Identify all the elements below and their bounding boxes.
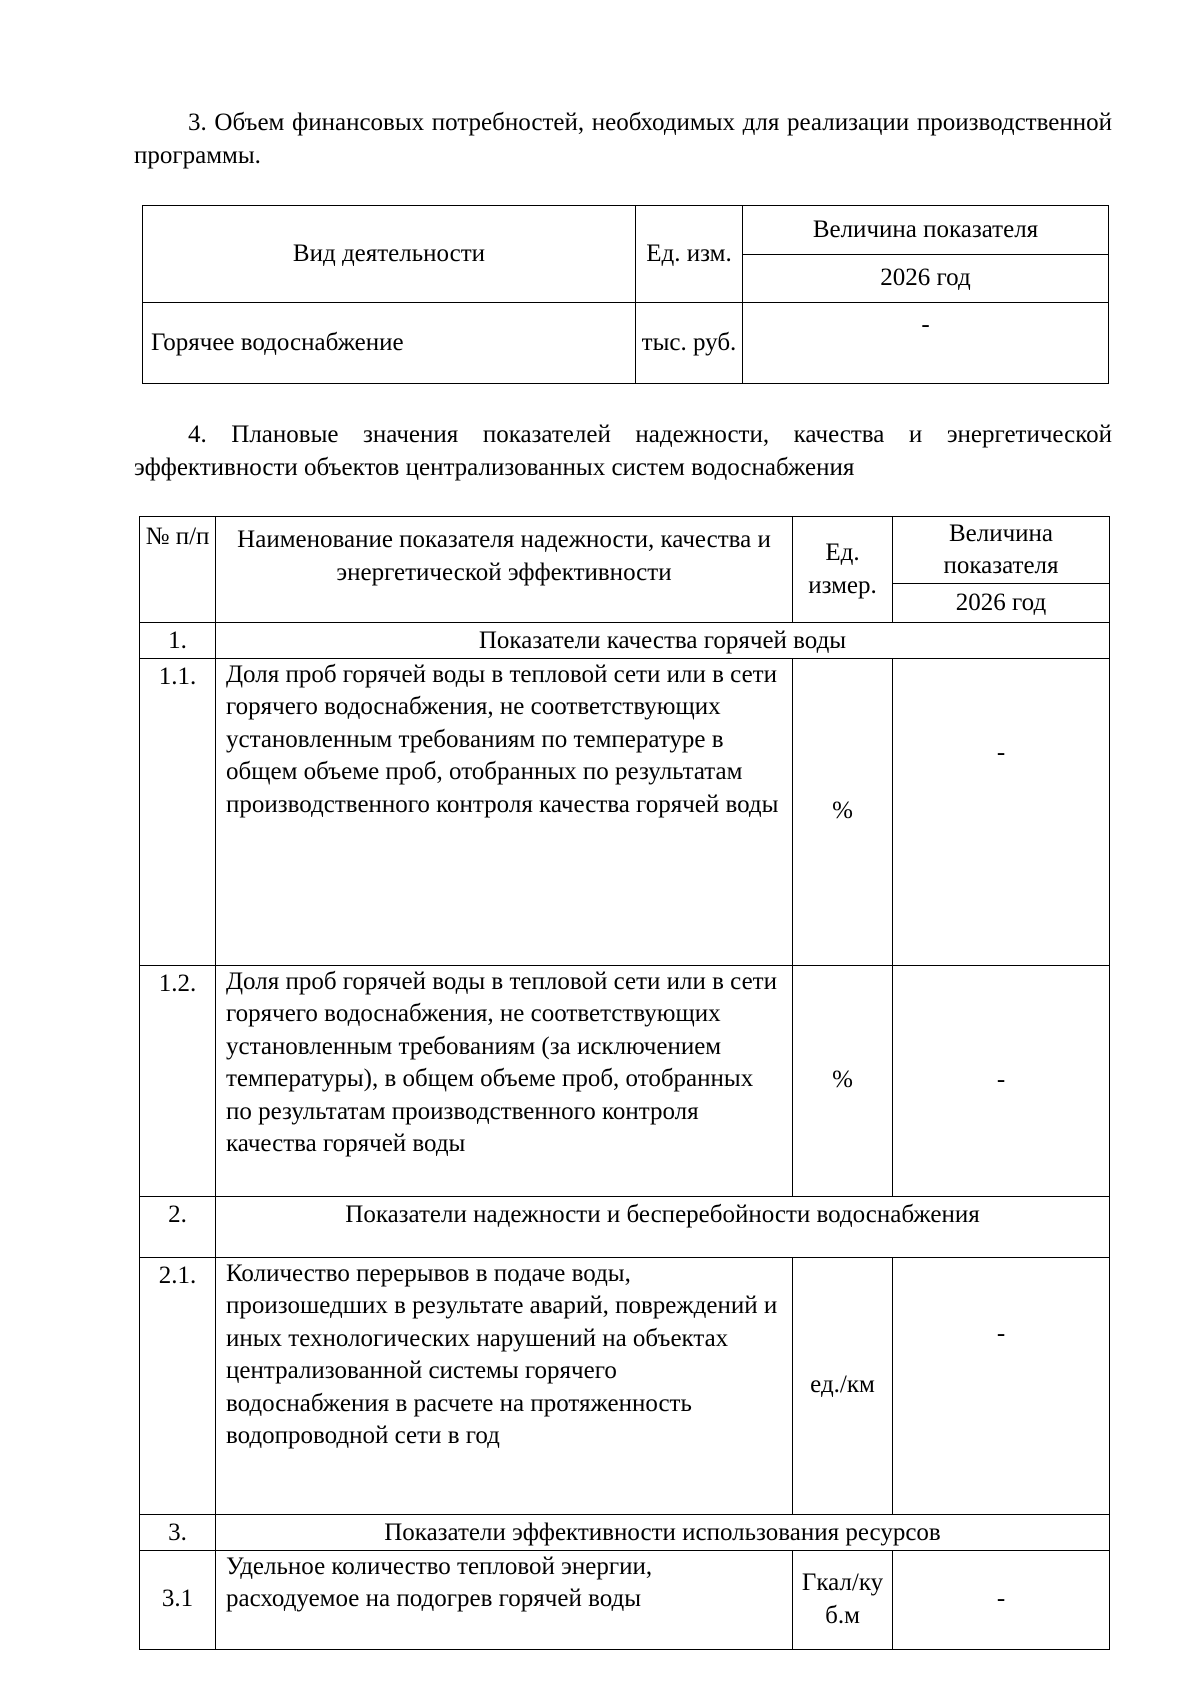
value-cell: - <box>893 1257 1110 1514</box>
value-cell: - <box>893 965 1110 1196</box>
indicator-name: Доля проб горячей воды в тепловой сети или в сети горячего водоснабжения, не соответствующих установленным требованиям (за исключением температуры), в общем объеме проб, отобранных по результатам производственного контроля качества горячей воды <box>216 965 793 1196</box>
unit-cell: % <box>793 658 893 965</box>
section-4-heading <box>134 419 1112 484</box>
value-cell: - <box>743 303 1109 384</box>
value-header: Величина показателя <box>743 206 1109 255</box>
table-row <box>140 658 1110 965</box>
section-number: 2. <box>140 1196 216 1257</box>
section-title: Показатели надежности и бесперебойности водоснабжения <box>216 1196 1110 1257</box>
activity-header: Вид деятельности <box>143 206 636 303</box>
unit-header: Ед. изм. <box>636 206 743 303</box>
activity-cell: Горячее водоснабжение <box>143 303 636 384</box>
unit-header: Ед. измер. <box>793 517 893 623</box>
financial-needs-table <box>142 205 1109 384</box>
section-title: Показатели эффективности использования ресурсов <box>216 1514 1110 1550</box>
indicator-name: Удельное количество тепловой энергии, расходуемое на подогрев горячей воды <box>216 1550 793 1649</box>
table-row <box>140 1550 1110 1649</box>
unit-cell: ед./км <box>793 1257 893 1514</box>
value-cell: - <box>893 1550 1110 1649</box>
section-row <box>140 1514 1110 1550</box>
value-cell: - <box>893 658 1110 965</box>
section-row <box>140 1196 1110 1257</box>
number-header: № п/п <box>140 517 216 623</box>
section-number: 1. <box>140 623 216 659</box>
table-row <box>140 965 1110 1196</box>
value-header: Величина показателя <box>893 517 1110 584</box>
section-row <box>140 623 1110 659</box>
unit-cell: % <box>793 965 893 1196</box>
indicator-name: Доля проб горячей воды в тепловой сети или в сети горячего водоснабжения, не соответствующих установленным требованиям по температуре в общем объеме проб, отобранных по результатам производственного контроля качества горячей воды <box>216 658 793 965</box>
row-number: 1.1. <box>140 658 216 965</box>
year-header: 2026 год <box>893 584 1110 623</box>
row-number: 2.1. <box>140 1257 216 1514</box>
indicators-table <box>139 516 1110 1650</box>
section-3-heading-text: 3. Объем финансовых потребностей, необходимых для реализации производственной программы. <box>134 109 1112 169</box>
table-row <box>143 303 1109 384</box>
table-row <box>140 1257 1110 1514</box>
year-header: 2026 год <box>743 254 1109 303</box>
section-title: Показатели качества горячей воды <box>216 623 1110 659</box>
indicator-name-header: Наименование показателя надежности, качества и энергетической эффективности <box>216 517 793 623</box>
row-number: 3.1 <box>140 1550 216 1649</box>
row-number: 1.2. <box>140 965 216 1196</box>
section-3-heading <box>134 107 1112 172</box>
section-4-heading-text: 4. Плановые значения показателей надежности, качества и энергетической эффективности объектов централизованных систем водоснабжения <box>134 421 1112 481</box>
unit-cell: тыс. руб. <box>636 303 743 384</box>
section-number: 3. <box>140 1514 216 1550</box>
indicator-name: Количество перерывов в подаче воды, произошедших в результате аварий, повреждений и иных технологических нарушений на объектах централизованной системы горячего водоснабжения в расчете на протяженность водопроводной сети в год <box>216 1257 793 1514</box>
unit-cell: Гкал/куб.м <box>793 1550 893 1649</box>
